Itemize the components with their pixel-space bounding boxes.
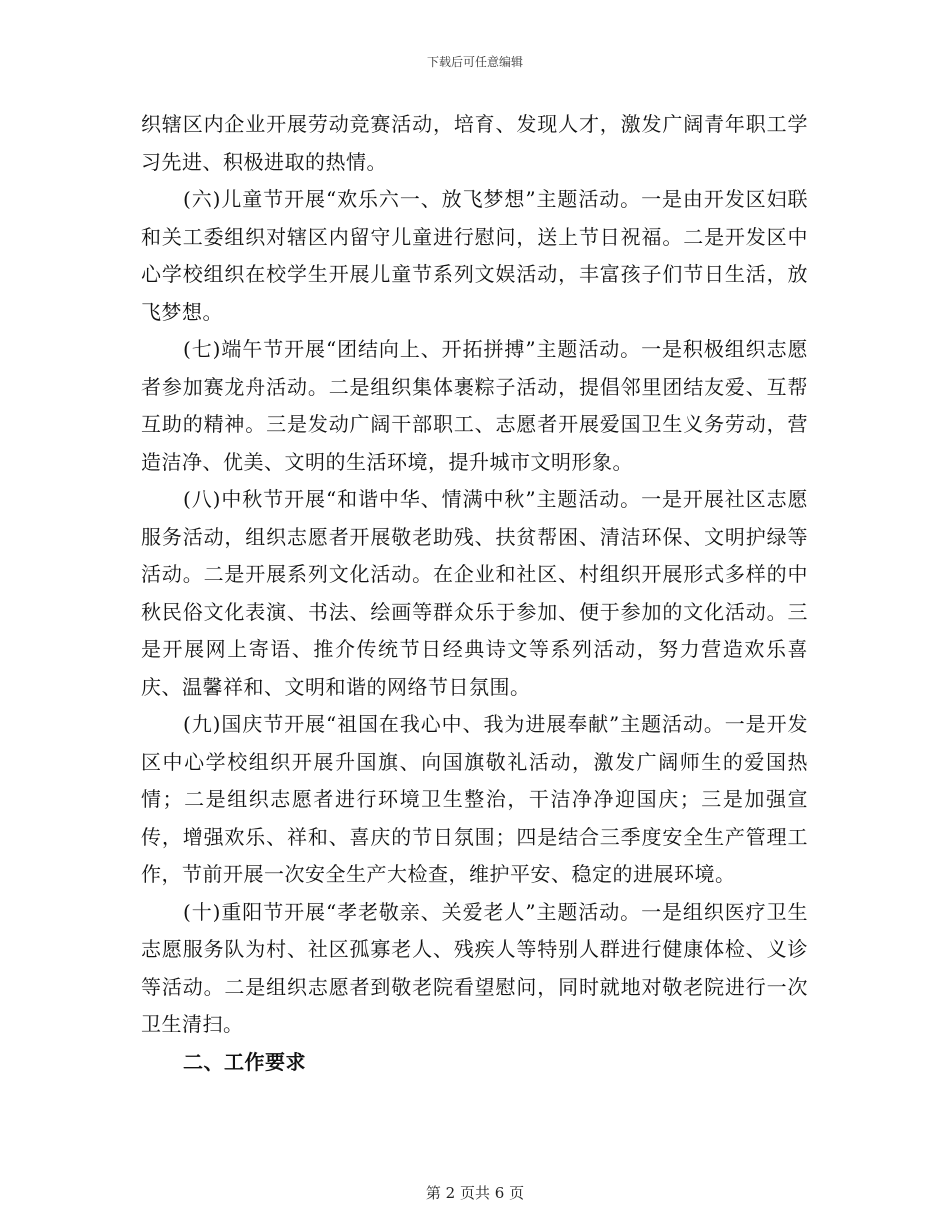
page-footer: 第 2 页共 6 页: [425, 1184, 525, 1202]
paragraph-continuation: 织辖区内企业开展劳动竞赛活动，培育、发现人才，激发广阔青年职工学习先进、积极进取的热情。: [141, 112, 808, 174]
paragraph-childrens-day: (六)儿童节开展“欢乐六一、放飞梦想”主题活动。一是由开发区妇联和关工委组织对辖区内留守儿童进行慰问，送上节日祝福。二是开发区中心学校组织在校学生开展儿童节系列文娱活动，丰富孩子们节日生活，放飞梦想。: [141, 187, 808, 324]
paragraph-double-ninth: (十)重阳节开展“孝老敬亲、关爱老人”主题活动。一是组织医疗卫生志愿服务队为村、社区孤寡老人、残疾人等特别人群进行健康体检、义诊等活动。二是组织志愿者到敬老院看望慰问，同时就地对敬老院进行一次卫生清扫。: [141, 899, 808, 1036]
page-header: 下载后可任意编辑: [426, 55, 523, 69]
paragraph-dragon-boat: (七)端午节开展“团结向上、开拓拼搏”主题活动。一是积极组织志愿者参加赛龙舟活动。二是组织集体裹粽子活动，提倡邻里团结友爱、互帮互助的精神。三是发动广阔干部职工、志愿者开展爱国卫生义务劳动，营造洁净、优美、文明的生活环境，提升城市文明形象。: [141, 337, 808, 474]
paragraph-national-day: (九)国庆节开展“祖国在我心中、我为进展奉献”主题活动。一是开发区中心学校组织开展升国旗、向国旗敬礼活动，激发广阔师生的爱国热情；二是组织志愿者进行环境卫生整治，干洁净净迎国庆；三是加强宣传，增强欢乐、祥和、喜庆的节日氛围；四是结合三季度安全生产管理工作，节前开展一次安全生产大检查，维护平安、稳定的进展环境。: [141, 712, 808, 886]
paragraph-mid-autumn: (八)中秋节开展“和谐中华、情满中秋”主题活动。一是开展社区志愿服务活动，组织志愿者开展敬老助残、扶贫帮困、清洁环保、文明护绿等活动。二是开展系列文化活动。在企业和社区、村组织开展形式多样的中秋民俗文化表演、书法、绘画等群众乐于参加、便于参加的文化活动。三是开展网上寄语、推介传统节日经典诗文等系列活动，努力营造欢乐喜庆、温馨祥和、文明和谐的网络节日氛围。: [141, 487, 808, 699]
section-heading: 二、工作要求: [183, 1049, 306, 1074]
document-body: [141, 106, 808, 1081]
